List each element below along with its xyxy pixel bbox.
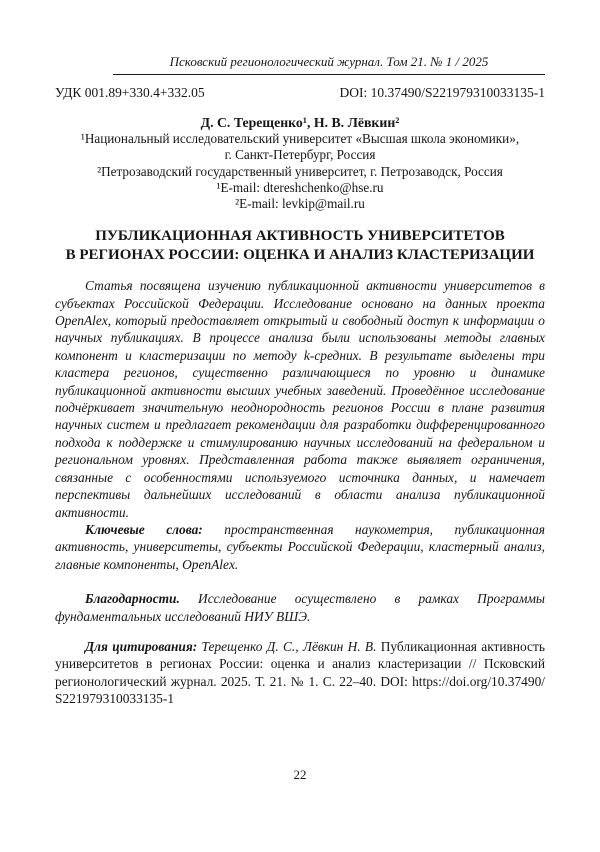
acknowledgments-label: Благодарности. <box>85 591 180 607</box>
running-head <box>113 54 545 75</box>
keywords-paragraph <box>55 521 545 573</box>
affiliation-line: ¹Национальный исследовательский университет «Высшая школа экономики», <box>80 131 520 147</box>
page-content <box>0 54 600 708</box>
citation-label: Для цитирования: <box>85 638 198 654</box>
authors-names: Д. С. Терещенко¹, Н. В. Лёвкин² <box>200 115 400 130</box>
udc-code: УДК 001.89+330.4+332.05 <box>55 85 205 100</box>
citation-paragraph <box>55 638 545 708</box>
keywords-label: Ключевые слова: <box>85 521 203 537</box>
affiliation-line: ²Петрозаводский государственный университет, г. Петрозаводск, Россия <box>97 163 503 179</box>
doi-code: DOI: 10.37490/S221979310033135-1 <box>339 85 545 100</box>
article-title <box>55 227 545 264</box>
citation-text: Публикационная активность университетов в регионах России: оценка и анализ кластеризации // Псковский регионологический журнал. 2025. Т. 21. № 1. С. 22–40. DOI: https://doi.org/10.37490/ <box>55 638 545 689</box>
acknowledgments-paragraph <box>55 590 545 625</box>
page-number: 22 <box>293 767 307 782</box>
affiliation-line: г. Санкт-Петербург, Россия <box>224 147 376 163</box>
abstract-paragraph <box>55 277 545 521</box>
article-title-line: ПУБЛИКАЦИОННАЯ АКТИВНОСТЬ УНИВЕРСИТЕТОВ <box>95 228 505 245</box>
email-line: ²E-mail: levkip@mail.ru <box>235 196 365 212</box>
article-title-line: В РЕГИОНАХ РОССИИ: ОЦЕНКА И АНАЛИЗ КЛАСТЕРИЗАЦИИ <box>65 246 535 263</box>
acknowledgments-text: Исследование осуществлено в рамках Программы фундаментальных исследований НИУ ВШЭ. <box>55 591 545 624</box>
running-head-text: Псковский регионологический журнал. Том 21. № 1 / 2025 <box>169 54 489 69</box>
citation-doi-tail: S221979310033135-1 <box>55 691 175 707</box>
citation-authors: Терещенко Д. С., Лёвкин Н. В. <box>197 638 381 654</box>
authors-block <box>55 115 545 212</box>
identifier-row <box>55 85 545 101</box>
email-line: ¹E-mail: dtereshchenko@hse.ru <box>216 179 384 195</box>
abstract-text: Статья посвящена изучению публикационной активности университетов в субъектах Российской Федерации. Исследование основано на данных проекта OpenAlex, который предоставляет открытый и свободный доступ к информации о научных публикациях. В процессе анализа были использованы методы главных компонент и кластеризации по методу k-средних. В результате выделены три кластера регионов, существенно различающиеся по уровню и динамике публикационной активности высших учебных заведений. Проведённое исследование подчёркивает значительную неоднородность регионов России в плане развития научных систем и предлагает рекомендации для разработки дифференцированного подхода к поддержке и стимулированию научных исследований на федеральном и региональном уровнях. Представленная работа также выявляет ограничения, связанные с особенностями используемого источника данных, и намечает перспективы дальнейших исследований в области анализа публикационной активности. <box>55 278 545 520</box>
keywords-text: пространственная наукометрия, публикационная активность, университеты, субъекты Российской Федерации, кластерный анализ, главные компоненты, OpenAlex. <box>55 521 545 572</box>
